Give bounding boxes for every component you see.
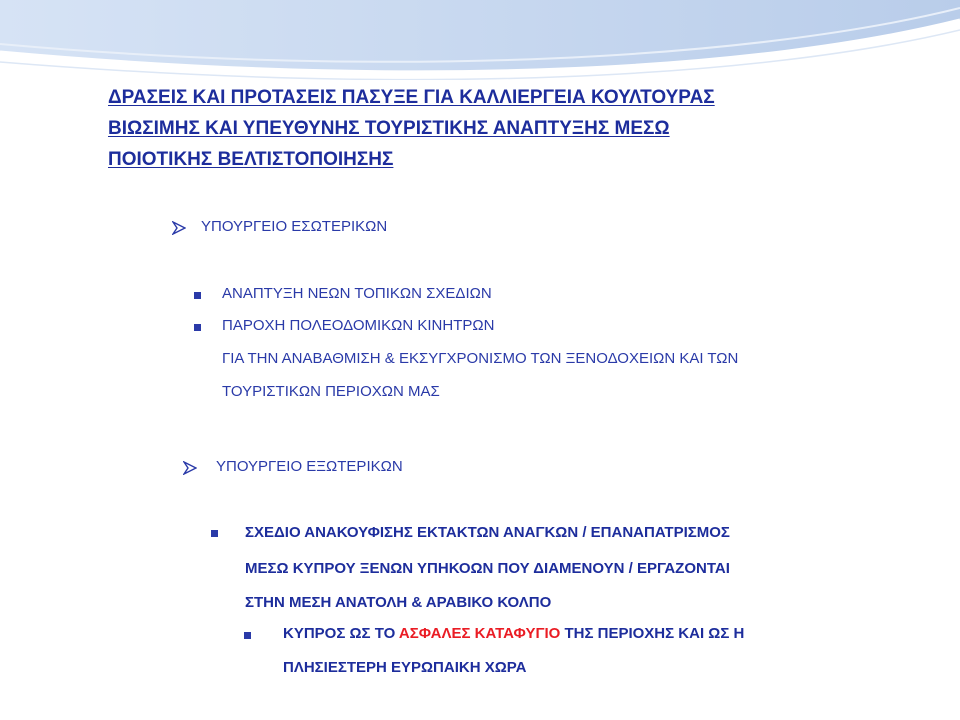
sub-bullet-suffix: ΤΗΣ ΠΕΡΙΟΧΗΣ ΚΑΙ ΩΣ Η [560,625,745,642]
top-wave-decoration [0,0,960,80]
section1-bullet-1: ΑΝΑΠΤΥΞΗ ΝΕΩΝ ΤΟΠΙΚΩΝ ΣΧΕΔΙΩΝ [222,285,492,302]
sub-bullet-prefix: ΚΥΠΡΟΣ ΩΣ ΤΟ [283,625,399,642]
square-bullet-icon [194,292,201,299]
section1-bullet-2-line: ΓΙΑ ΤΗΝ ΑΝΑΒΑΘΜΙΣΗ & ΕΚΣΥΓΧΡΟΝΙΣΜΟ ΤΩΝ ΞΕΝΟΔΟΧΕΙΩΝ ΚΑΙ ΤΩΝ [222,350,739,367]
section2-bullet-1-line: ΣΤΗΝ ΜΕΣΗ ΑΝΑΤΟΛΗ & ΑΡΑΒΙΚΟ ΚΟΛΠΟ [245,594,552,611]
square-bullet-icon [211,530,218,537]
arrow-bullet-icon [172,221,186,235]
arrow-bullet-icon [183,461,197,475]
section2-bullet-1-line: ΜΕΣΩ ΚΥΠΡΟΥ ΞΕΝΩΝ ΥΠΗΚΟΩΝ ΠΟΥ ΔΙΑΜΕΝΟΥΝ / ΕΡΓΑΖΟΝΤΑΙ [245,560,730,577]
section1-heading: ΥΠΟΥΡΓΕΙΟ ΕΣΩΤΕΡΙΚΩΝ [201,218,388,235]
title-line: ΔΡΑΣΕΙΣ ΚΑΙ ΠΡΟΤΑΣΕΙΣ ΠΑΣΥΞΕ ΓΙΑ ΚΑΛΛΙΕΡΓΕΙΑ ΚΟΥΛΤΟΥΡΑΣ [108,87,715,108]
title-line: ΠΟΙΟΤΙΚΗΣ ΒΕΛΤΙΣΤΟΠΟΙΗΣΗΣ [108,149,394,170]
section2-sub-bullet-line2: ΠΛΗΣΙΕΣΤΕΡΗ ΕΥΡΩΠΑΙΚΗ ΧΩΡΑ [283,659,527,676]
slide-title [108,82,868,175]
section2-heading: ΥΠΟΥΡΓΕΙΟ ΕΞΩΤΕΡΙΚΩΝ [216,458,403,475]
square-bullet-icon [244,632,251,639]
section2-bullet-1-line: ΣΧΕΔΙΟ ΑΝΑΚΟΥΦΙΣΗΣ ΕΚΤΑΚΤΩΝ ΑΝΑΓΚΩΝ / ΕΠΑΝΑΠΑΤΡΙΣΜΟΣ [245,524,730,541]
section1-bullet-2-line: ΤΟΥΡΙΣΤΙΚΩΝ ΠΕΡΙΟΧΩΝ ΜΑΣ [222,383,440,400]
title-line: ΒΙΩΣΙΜΗΣ ΚΑΙ ΥΠΕΥΘΥΝΗΣ ΤΟΥΡΙΣΤΙΚΗΣ ΑΝΑΠΤΥΞΗΣ ΜΕΣΩ [108,118,670,139]
sub-bullet-highlight: ΑΣΦΑΛΕΣ ΚΑΤΑΦΥΓΙΟ [398,625,561,642]
section2-sub-bullet [283,625,744,642]
square-bullet-icon [194,324,201,331]
section1-bullet-2-line: ΠΑΡΟΧΗ ΠΟΛΕΟΔΟΜΙΚΩΝ ΚΙΝΗΤΡΩΝ [222,317,495,334]
